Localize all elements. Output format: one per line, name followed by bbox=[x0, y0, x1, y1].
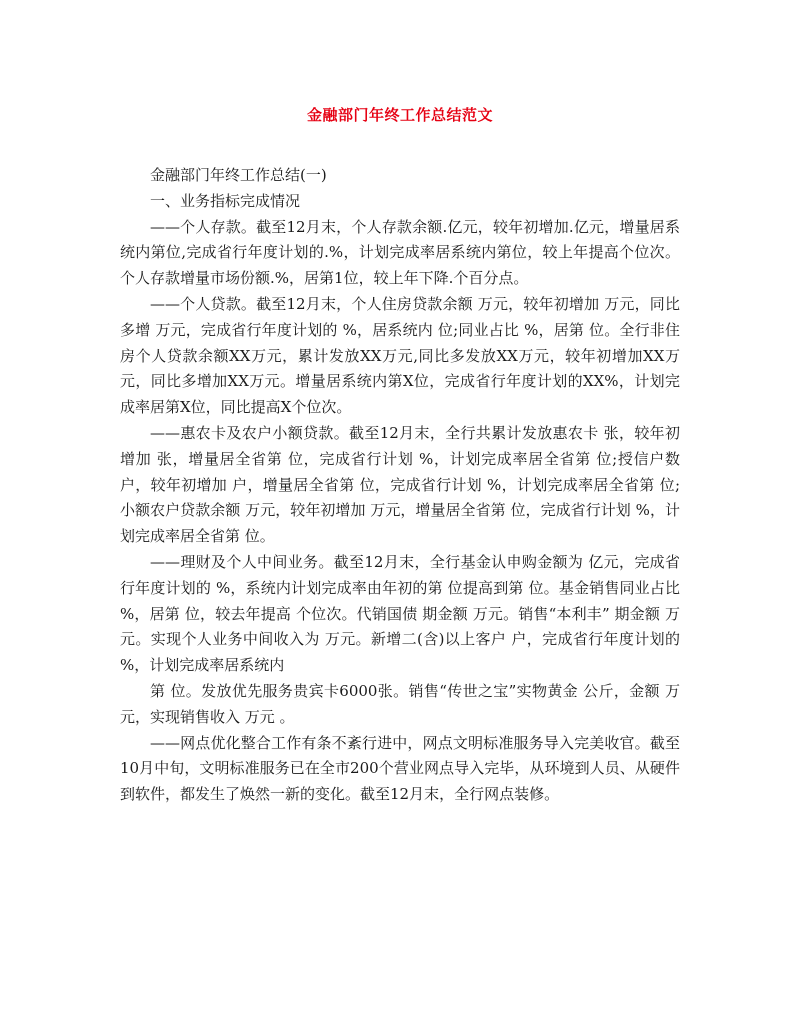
paragraph-personal-loans: ——个人贷款。截至12月末，个人住房贷款余额 万元，较年初增加 万元，同比多增 万元，完成省行年度计划的 %，居系统内 位;同业占比 %，居第 位。全行非住房个人贷款余额XX万元，累计发放XX万元,同比多发放XX万元，较年初增加XX万元，同比多增加XX万元。增量居系统内第X位，完成省行年度计划的XX%，计划完成率居第X位，同比提高X个位次。 bbox=[120, 294, 680, 417]
document-title: 金融部门年终工作总结范文 bbox=[306, 106, 493, 124]
paragraph-wealth-management: ——理财及个人中间业务。截至12月末，全行基金认申购金额为 亿元，完成省行年度计划的 %，系统内计划完成率由年初的第 位提高到第 位。基金销售同业占比 %，居第 位，较去年提高 个位次。代销国债 期金额 万元。销售“本利丰” 期金额 万元。实现个人业务中间收入为 万元。新增二(含)以上客户 户，完成省行年度计划的 %，计划完成率居系统内 bbox=[120, 552, 680, 675]
paragraph-farmer-cards: ——惠农卡及农户小额贷款。截至12月末，全行共累计发放惠农卡 张，较年初增加 张，增量居全省第 位，完成省行计划 %，计划完成率居全省第 位;授信户数 户，较年初增加 户，增量居全省第 位，完成省行计划 %，计划完成率居全省第 位;小额农户贷款余额 万元，较年初增加 万元，增量居全省第 位，完成省行计划 %，计划完成率居全省第 位。 bbox=[120, 423, 680, 546]
section-heading: 金融部门年终工作总结(一) bbox=[150, 166, 327, 184]
paragraph-personal-deposits: ——个人存款。截至12月末，个人存款余额.亿元，较年初增加.亿元，增量居系统内第位,完成省行年度计划的.%，计划完成率居系统内第位，较上年提高个位次。个人存款增量市场份额.%，居第1位，较上年下降.个百分点。 bbox=[120, 217, 680, 288]
paragraph-vip-cards: 第 位。发放优先服务贵宾卡6000张。销售“传世之宝”实物黄金 公斤，金额 万元，实现销售收入 万元 。 bbox=[120, 681, 680, 726]
subsection-heading: 一、业务指标完成情况 bbox=[150, 191, 301, 210]
document-body bbox=[120, 163, 680, 808]
paragraph-branch-optimization: ——网点优化整合工作有条不紊行进中，网点文明标准服务导入完美收官。截至10月中旬，文明标准服务已在全市200个营业网点导入完毕，从环境到人员、从硬件到软件，都发生了焕然一新的变化。截至12月末，全行网点装修。 bbox=[120, 733, 680, 804]
